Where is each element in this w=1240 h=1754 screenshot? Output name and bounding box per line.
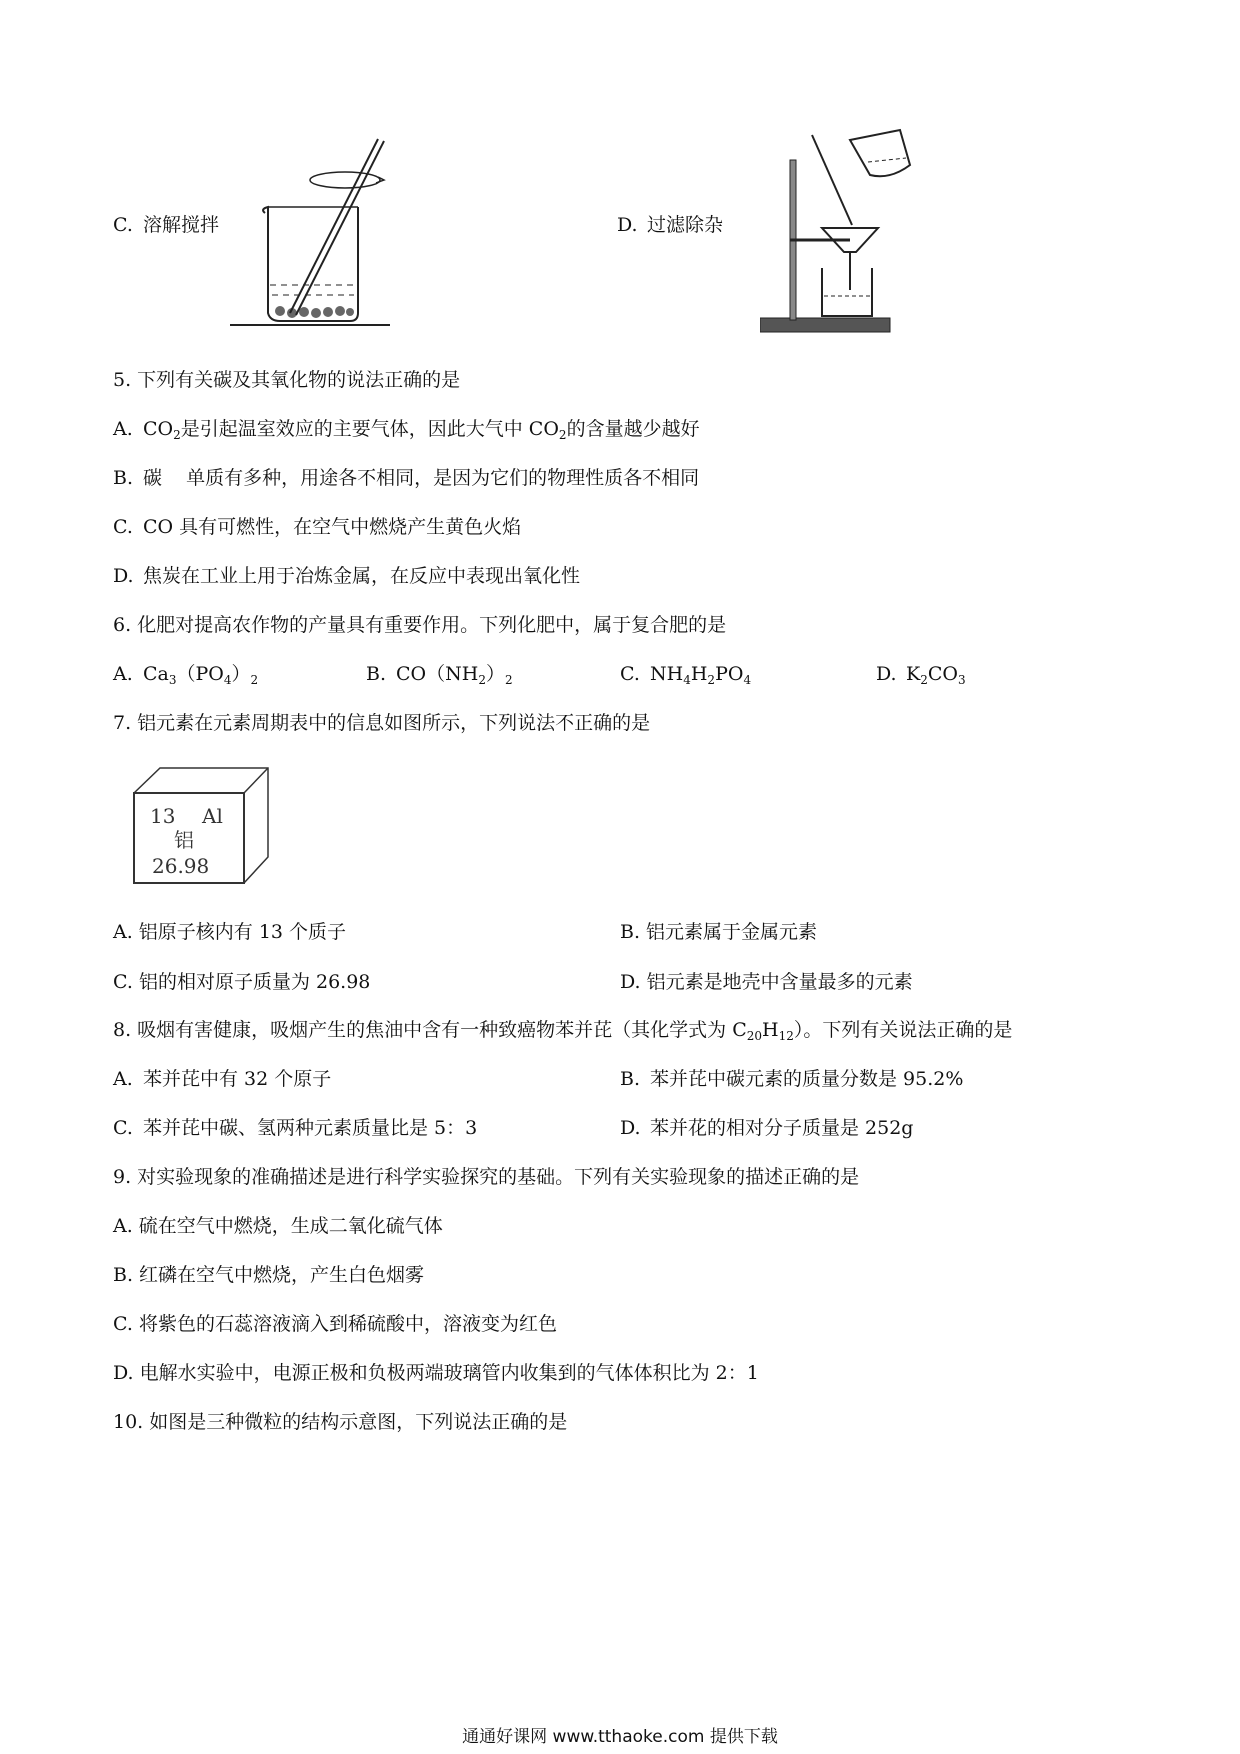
q9-stem: 9. 对实验现象的准确描述是进行科学实验探究的基础。下列有关实验现象的描述正确的是 bbox=[113, 1166, 860, 1188]
q5-stem: 5. 下列有关碳及其氧化物的说法正确的是 bbox=[113, 369, 461, 391]
q7-option-c: C. 铝的相对原子质量为 26.98 bbox=[113, 971, 371, 993]
page-footer: 通通好课网 www.tthaoke.com 提供下载 bbox=[462, 1727, 778, 1747]
q7-stem: 7. 铝元素在元素周期表中的信息如图所示，下列说法不正确的是 bbox=[113, 712, 651, 734]
filtration-apparatus-illustration bbox=[760, 120, 940, 345]
q8-stem: 8. 吸烟有害健康，吸烟产生的焦油中含有一种致癌物苯并芘（其化学式为 $C_{20}H_{12}$）。下列有关说法正确的是 bbox=[113, 1019, 1013, 1043]
q6-option-c: C. $NH_4H_2PO_4$ bbox=[620, 663, 752, 687]
q4-option-c: C. 溶解搅拌 bbox=[113, 214, 220, 236]
element-name: 铝 bbox=[174, 828, 194, 852]
q8-option-d: D. 苯并花的相对分子质量是 252g bbox=[620, 1117, 914, 1139]
q8-option-c: C. 苯并芘中碳、氢两种元素质量比是 5：3 bbox=[113, 1117, 478, 1139]
q10-stem: 10. 如图是三种微粒的结构示意图，下列说法正确的是 bbox=[113, 1411, 568, 1433]
q8-option-a: A. 苯并芘中有 32 个原子 bbox=[113, 1068, 332, 1090]
q9-option-a: A. 硫在空气中燃烧，生成二氧化硫气体 bbox=[113, 1215, 443, 1237]
q7-option-a: A. 铝原子核内有 13 个质子 bbox=[113, 921, 347, 943]
q5-option-d: D. 焦炭在工业上用于冶炼金属，在反应中表现出氧化性 bbox=[113, 565, 581, 587]
q7-option-d: D. 铝元素是地壳中含量最多的元素 bbox=[620, 971, 913, 993]
q6-option-b: B. $CO(NH_2)_2$ bbox=[366, 663, 513, 687]
q8-option-b: B. 苯并芘中碳元素的质量分数是 95.2% bbox=[620, 1068, 964, 1090]
q9-option-c: C. 将紫色的石蕊溶液滴入到稀硫酸中，溶液变为红色 bbox=[113, 1313, 557, 1335]
q5-option-c: C. CO 具有可燃性，在空气中燃烧产生黄色火焰 bbox=[113, 516, 522, 538]
q5-option-b: B. 碳 单质有多种，用途各不相同，是因为它们的物理性质各不相同 bbox=[113, 467, 700, 489]
q9-option-d: D. 电解水实验中，电源正极和负极两端玻璃管内收集到的气体体积比为 2：1 bbox=[113, 1362, 759, 1384]
element-symbol: Al bbox=[202, 804, 223, 828]
q5-option-a: A. $CO_2$是引起温室效应的主要气体，因此大气中 $CO_2$的含量越少越好 bbox=[113, 418, 700, 442]
q6-option-d: D. $K_2CO_3$ bbox=[876, 663, 966, 687]
q4-option-d: D. 过滤除杂 bbox=[617, 214, 724, 236]
q6-option-a: A. $Ca_3(PO_4)_2$ bbox=[113, 663, 259, 687]
beaker-stirring-illustration bbox=[230, 135, 400, 335]
q9-option-b: B. 红磷在空气中燃烧，产生白色烟雾 bbox=[113, 1264, 425, 1286]
element-number: 13 bbox=[150, 804, 176, 828]
q6-stem: 6. 化肥对提高农作物的产量具有重要作用。下列化肥中，属于复合肥的是 bbox=[113, 614, 727, 636]
element-mass: 26.98 bbox=[152, 854, 210, 878]
q7-option-b: B. 铝元素属于金属元素 bbox=[620, 921, 818, 943]
aluminum-element-card bbox=[132, 765, 274, 887]
